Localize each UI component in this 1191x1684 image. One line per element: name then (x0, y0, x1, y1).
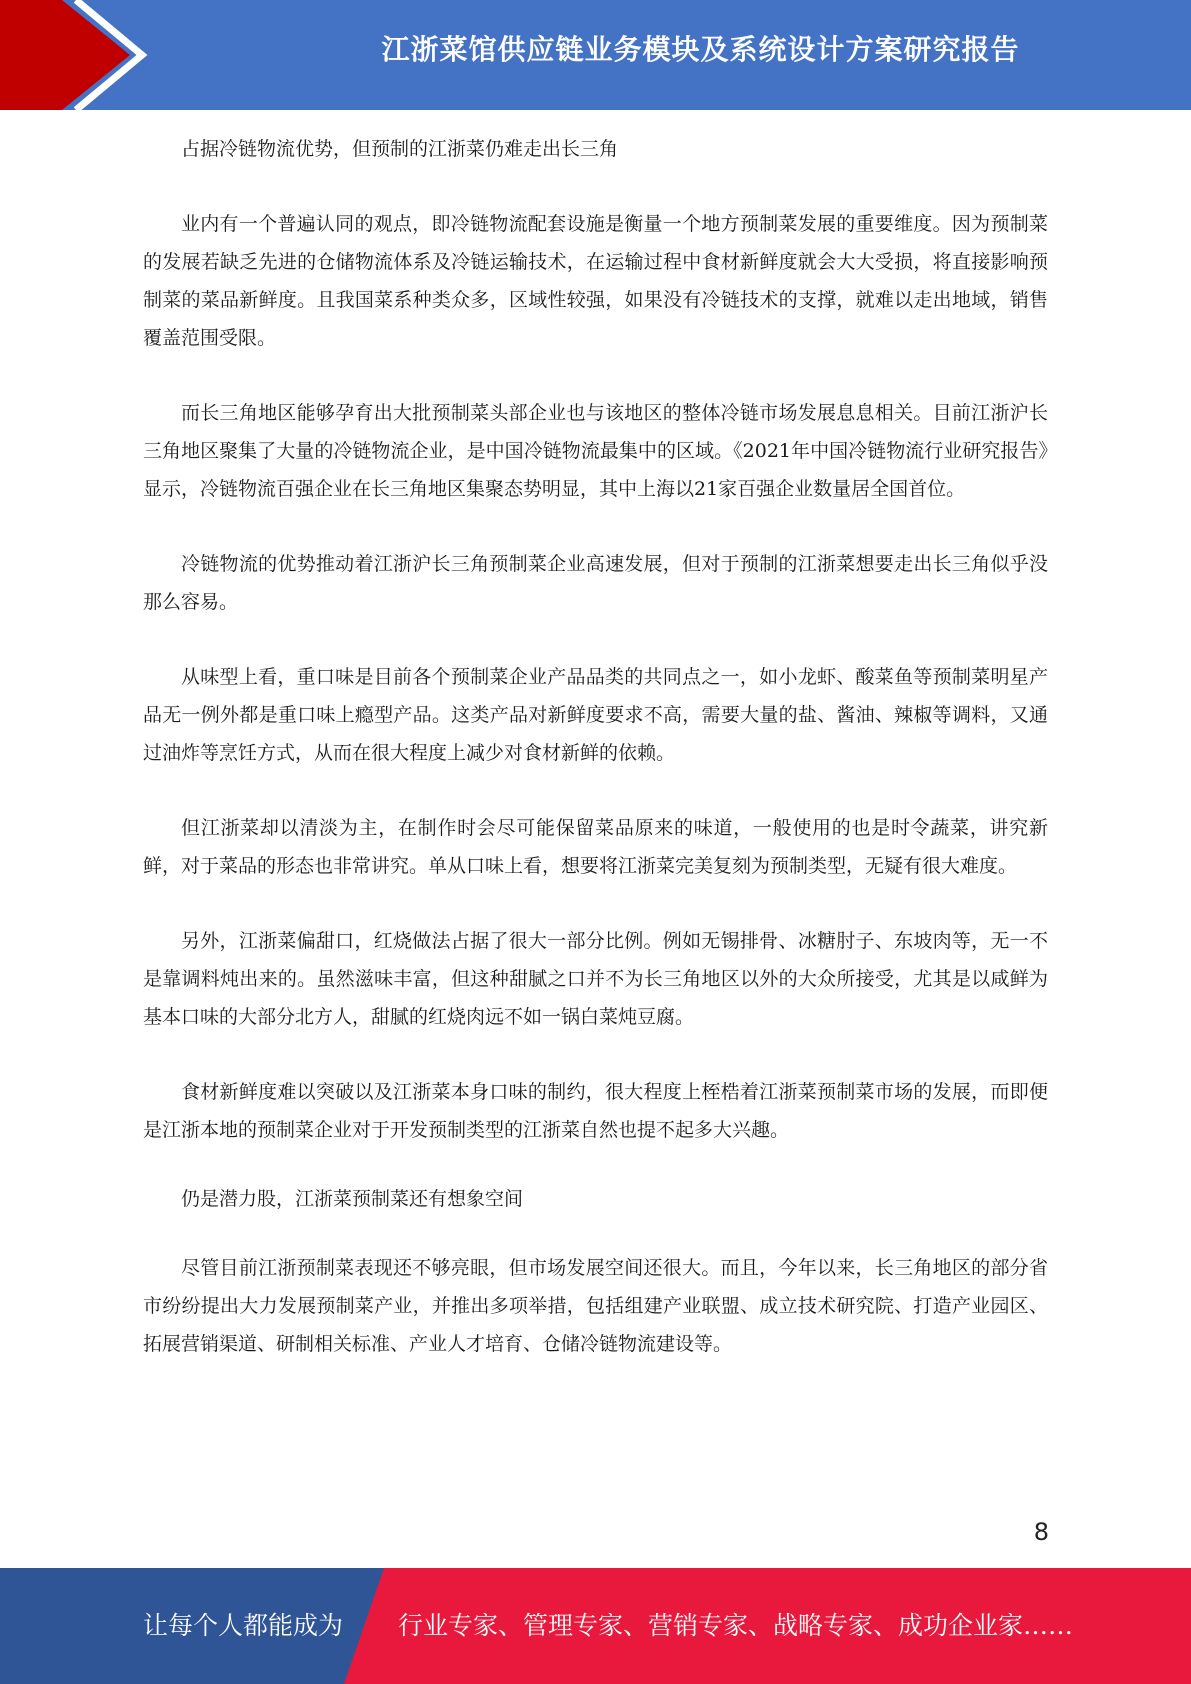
section-heading-2: 仍是潜力股，江浙菜预制菜还有想象空间 (181, 1188, 524, 1210)
paragraph: 另外，江浙菜偏甜口，红烧做法占据了很大一部分比例。例如无锡排骨、冰糖肘子、东坡肉等，无一不是靠调料炖出来的。虽然滋味丰富，但这种甜腻之口并不为长三角地区以外的大众所接受，尤其是以咸鲜为基本口味的大部分北方人，甜腻的红烧肉远不如一锅白菜炖豆腐。 (143, 930, 1048, 1028)
page-number: 8 (1033, 1518, 1049, 1546)
footer-slogan-right: 行业专家、管理专家、营销专家、战略专家、成功企业家…… (398, 1611, 1074, 1640)
paragraph: 而长三角地区能够孕育出大批预制菜头部企业也与该地区的整体冷链市场发展息息相关。目前江浙沪长三角地区聚集了大量的冷链物流企业，是中国冷链物流最集中的区域。《2021年中国冷链物流行业研究报告》显示，冷链物流百强企业在长三角地区集聚态势明显，其中上海以21家百强企业数量居全国首位。 (143, 402, 1048, 500)
paragraph: 冷链物流的优势推动着江浙沪长三角预制菜企业高速发展，但对于预制的江浙菜想要走出长三角似乎没那么容易。 (143, 553, 1048, 613)
document-title: 江浙菜馆供应链业务模块及系统设计方案研究报告 (381, 33, 1020, 66)
paragraph: 尽管目前江浙预制菜表现还不够亮眼，但市场发展空间还很大。而且，今年以来，长三角地区的部分省市纷纷提出大力发展预制菜产业，并推出多项举措，包括组建产业联盟、成立技术研究院、打造产业园区、拓展营销渠道、研制相关标准、产业人才培育、仓储冷链物流建设等。 (143, 1257, 1048, 1355)
paragraph: 业内有一个普遍认同的观点，即冷链物流配套设施是衡量一个地方预制菜发展的重要维度。因为预制菜的发展若缺乏先进的仓储物流体系及冷链运输技术，在运输过程中食材新鲜度就会大大受损，将直接影响预制菜的菜品新鲜度。且我国菜系种类众多，区域性较强，如果没有冷链技术的支撑，就难以走出地域，销售覆盖范围受限。 (143, 213, 1048, 349)
section-heading-1: 占据冷链物流优势，但预制的江浙菜仍难走出长三角 (181, 138, 619, 160)
paragraph: 从味型上看，重口味是目前各个预制菜企业产品品类的共同点之一，如小龙虾、酸菜鱼等预制菜明星产品无一例外都是重口味上瘾型产品。这类产品对新鲜度要求不高，需要大量的盐、酱油、辣椒等调料，又通过油炸等烹饪方式，从而在很大程度上减少对食材新鲜的依赖。 (143, 666, 1048, 764)
paragraph: 但江浙菜却以清淡为主，在制作时会尽可能保留菜品原来的味道，一般使用的也是时令蔬菜，讲究新鲜，对于菜品的形态也非常讲究。单从口味上看，想要将江浙菜完美复刻为预制类型，无疑有很大难度。 (143, 817, 1048, 877)
footer-slogan-left: 让每个人都能成为 (143, 1611, 344, 1640)
page-footer (0, 1568, 1191, 1684)
page-header (0, 0, 1191, 110)
header-arrow-decoration (0, 0, 160, 110)
paragraph: 食材新鲜度难以突破以及江浙菜本身口味的制约，很大程度上桎梏着江浙菜预制菜市场的发展，而即便是江浙本地的预制菜企业对于开发预制类型的江浙菜自然也提不起多大兴趣。 (143, 1081, 1048, 1141)
document-body (143, 130, 1048, 1400)
